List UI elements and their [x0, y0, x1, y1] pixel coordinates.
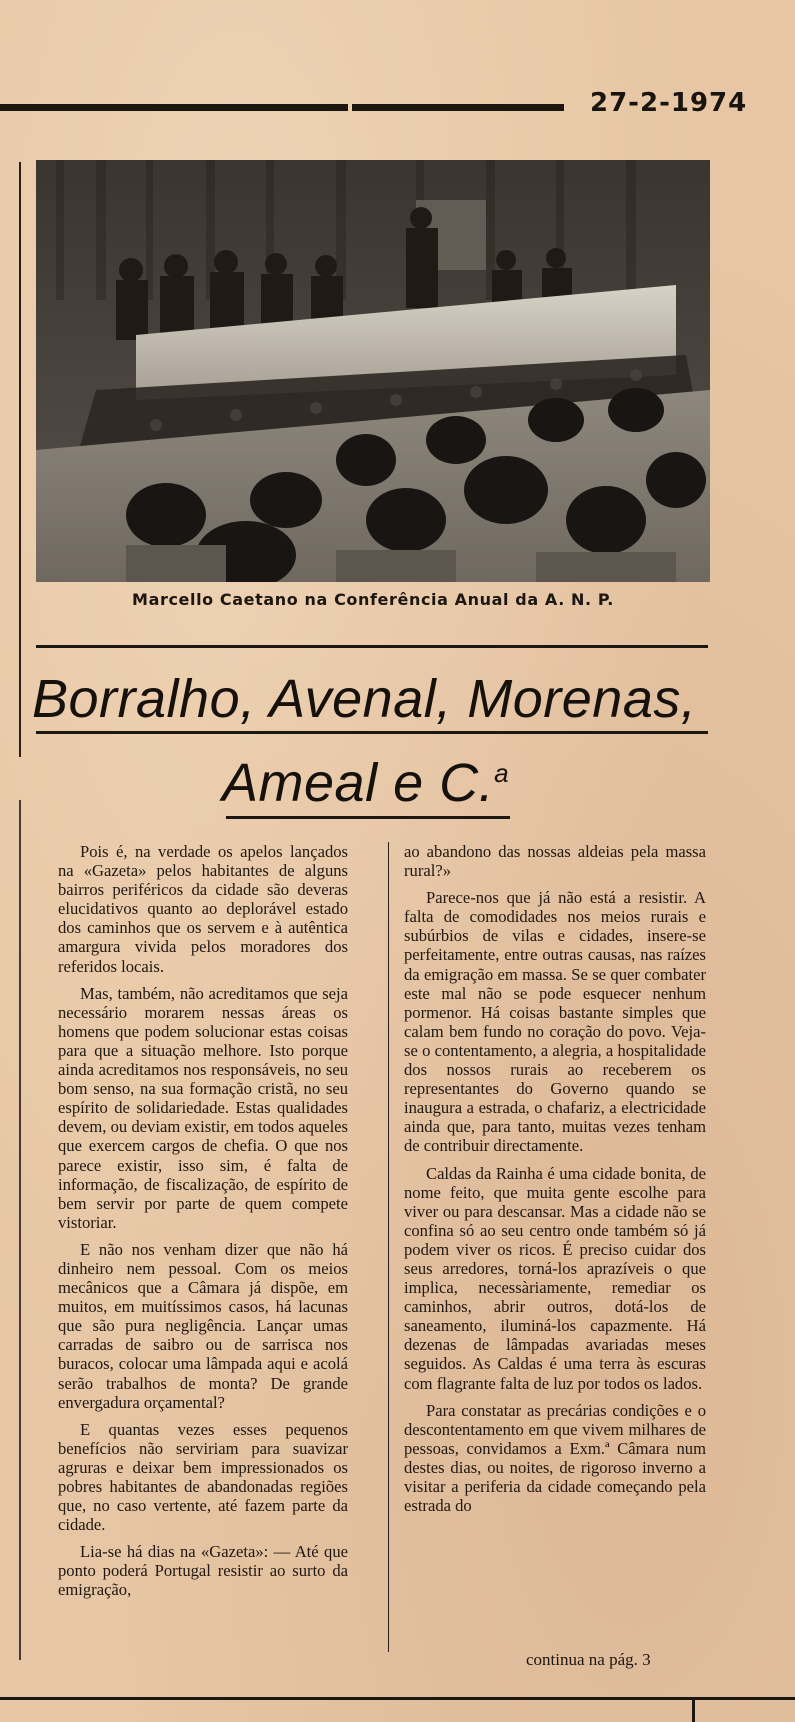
- paragraph: E quantas vezes esses pequenos benefícios não serviriam para suavizar agruras e deixar bem impressionados os pobres habitantes de abandonadas regiões que, no caso vertente, até fazem parte da cidade.: [58, 1419, 348, 1535]
- conference-photo-illustration: [36, 160, 710, 582]
- bottom-rule: [0, 1697, 795, 1700]
- article-column-1: [58, 842, 348, 1608]
- paragraph: E não nos venham dizer que não há dinheiro nem pessoal. Com os meios mecânicos que a Câmara já dispõe, em muitos, em muitíssimos casos, há lacunas que são pura negligência. Lançar umas carradas de saibro ou de sarrisca nos buracos, colocar uma lâmpada aqui e acolá serão trabalhos de monta? De grande envergadura orçamental?: [58, 1239, 348, 1412]
- paragraph: ao abandono das nossas aldeias pela massa rural?»: [404, 842, 706, 881]
- headline-line-2-superscript: a: [494, 758, 510, 788]
- paragraph: Pois é, na verdade os apelos lançados na «Gazeta» pelos habitantes de alguns bairros periféricos da cidade são deveras elucidativos quanto ao deplorável estado dos caminhos que os servem e à autêntica amargura vivida pelos moradores dos referidos locais.: [58, 842, 348, 976]
- headline-line-2-text: Ameal e C.: [222, 753, 495, 813]
- headline-top-rule: [36, 645, 708, 648]
- headline-bottom-rule: [226, 816, 510, 819]
- paragraph: Para constatar as precárias condições e o descontentamento em que vivem milhares de pessoas, convidamos a Exm.ª Câmara num destes dias, ou noites, de rigoroso inverno a visitar a periferia da cidade começando pela estrada do: [404, 1400, 706, 1516]
- headline-line-1: Borralho, Avenal, Morenas,: [32, 669, 697, 729]
- paragraph: Mas, também, não acreditamos que seja necessário morarem nessas áreas os homens que podem solucionar estas coisas para que a situação melhore. Isto porque ainda acreditamos nos responsáveis, no seu bom senso, na sua formação cristã, no seu espírito de solidariedade. Estas qualidades devem, ou deviam existir, em todos aqueles que exercem cargos de chefia. O que nos parece existir, isso sim, é falta de informação, de fiscalização, de espírito de bem servir por parte de quem compete vistoriar.: [58, 983, 348, 1232]
- top-rule-right: [352, 104, 564, 111]
- paragraph: Lia-se há dias na «Gazeta»: — Até que ponto poderá Portugal resistir ao surto da emigração,: [58, 1542, 348, 1600]
- paragraph: Caldas da Rainha é uma cidade bonita, de nome feito, que muita gente escolhe para viver ou para descansar. Mas a cidade não se confina só ao seu centro onde também só já podem viver os ricos. É preciso cuidar dos seus arredores, torná-los aprazíveis o que implica, necessàriamente, remediar os caminhos, abrir outros, dotá-los de saneamento, iluminá-los capazmente. Há dezenas de lâmpadas avariadas meses seguidos. As Caldas é uma terra às escuras com flagrante falta de luz por todos os lados.: [404, 1163, 706, 1393]
- photo-caption: Marcello Caetano na Conferência Anual da A. N. P.: [132, 590, 614, 609]
- article-column-2: [404, 842, 706, 1523]
- continued-note: continua na pág. 3: [526, 1650, 651, 1669]
- headline-middle-rule: [36, 731, 708, 734]
- headline-line-2: [222, 752, 509, 814]
- column-divider: [388, 842, 389, 1652]
- paragraph: Parece-nos que já não está a resistir. A falta de comodidades nos meios rurais e subúrbios de vilas e cidades, insere-se perfeitamente, entre outras causas, nas raízes da emigração em massa. Se se quer combater este mal não se pode esquecer nenhum pormenor. Há coisas bastante simples que calam bem fundo no coração do povo. Veja-se o contentamento, a alegria, a hospitalidade dos nossos rurais ao receberem os representantes do Governo quando se inaugura a estrada, o chafariz, a electricidade ainda que, para tanto, muitas vezes tenham de contribuir directamente.: [404, 888, 706, 1156]
- top-rule-left: [0, 104, 348, 111]
- margin-line-lower: [19, 800, 21, 1660]
- issue-date: 27-2-1974: [590, 88, 748, 118]
- news-photo: [36, 160, 710, 582]
- bottom-tick: [692, 1697, 695, 1722]
- margin-line: [19, 162, 21, 757]
